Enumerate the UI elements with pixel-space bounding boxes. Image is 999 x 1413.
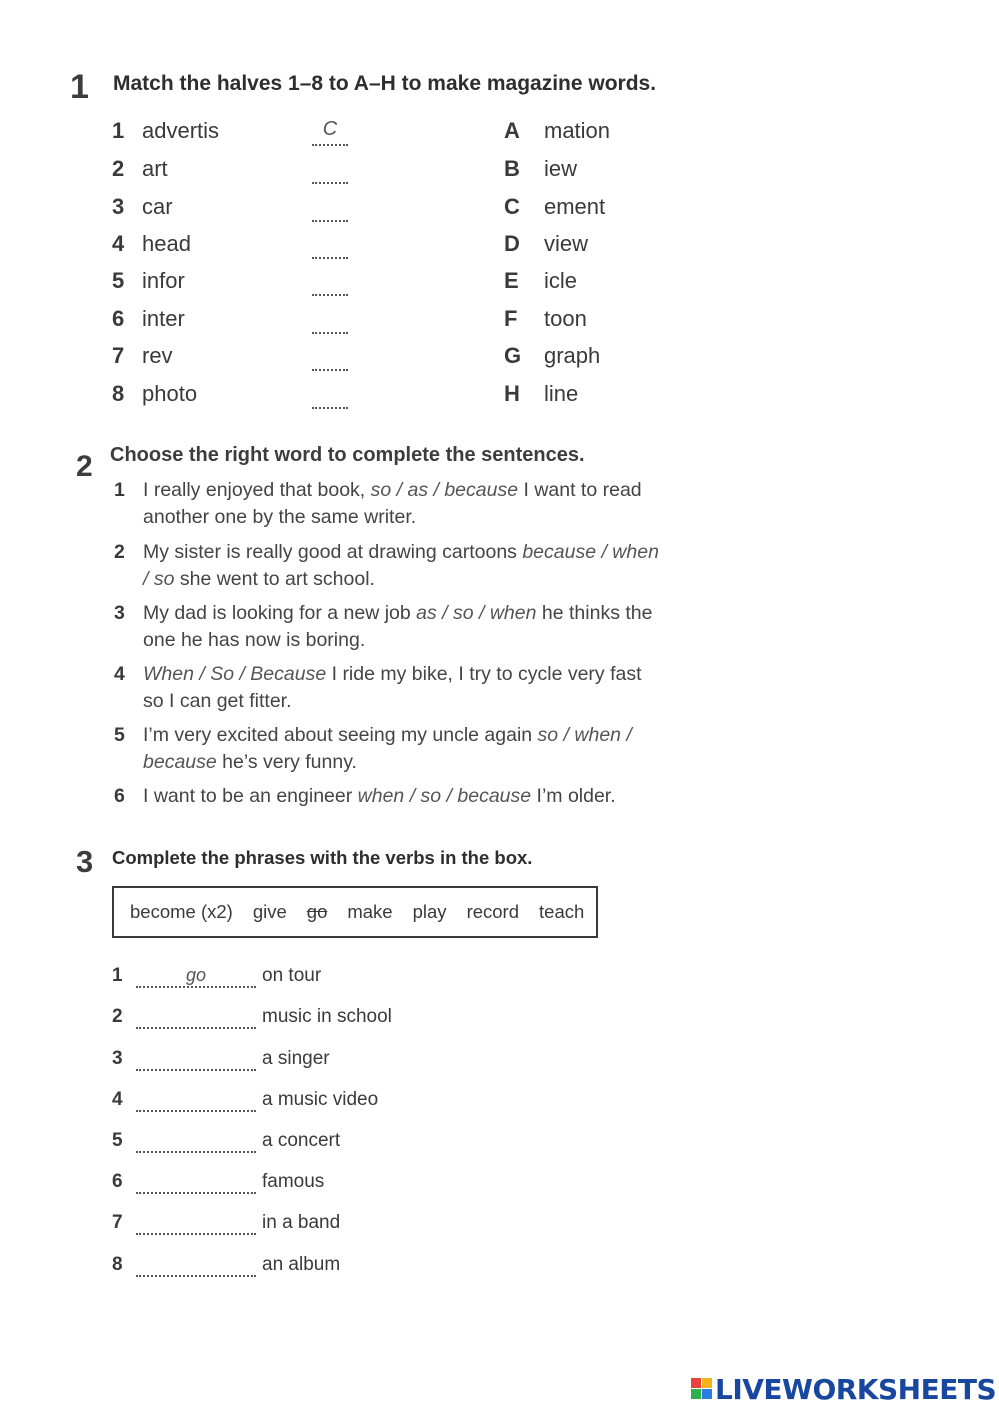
option-letter: D xyxy=(504,231,520,256)
sentence-text xyxy=(143,477,663,531)
item-number: 3 xyxy=(112,194,125,219)
item-number: 5 xyxy=(114,724,125,746)
item-number: 4 xyxy=(114,663,125,685)
liveworksheets-logo-icon xyxy=(691,1378,713,1400)
item-number: 4 xyxy=(112,231,125,256)
sentence-fragment: I’m very excited about seeing my uncle again xyxy=(143,724,538,746)
box-word: record xyxy=(466,901,520,922)
phrase-text: an album xyxy=(262,1254,341,1275)
word-start: art xyxy=(142,156,168,181)
word-start: infor xyxy=(142,268,185,293)
item-number: 2 xyxy=(114,541,125,563)
sentence-fragment: he thinks the one he has now is boring. xyxy=(143,602,653,651)
phrase-row xyxy=(112,1130,612,1156)
word-start: inter xyxy=(142,306,185,331)
phrase-text: a music video xyxy=(262,1089,379,1110)
phrase-text: a singer xyxy=(262,1048,330,1069)
option-letter: G xyxy=(504,343,522,368)
sentence-fragment: My dad is looking for a new job xyxy=(143,602,417,624)
phrase-text: music in school xyxy=(262,1006,392,1027)
phrase-row xyxy=(112,1254,612,1280)
item-number: 1 xyxy=(112,118,125,143)
word-ending: ement xyxy=(544,194,606,219)
exercise-2-number: 2 xyxy=(76,450,93,483)
exercise-3-number: 3 xyxy=(76,844,94,879)
item-number: 8 xyxy=(112,381,125,406)
sentence-fragment: I ride my bike, I try to cycle very fast so I can get fitter. xyxy=(143,663,642,712)
word-start: car xyxy=(142,194,173,219)
sentence-text xyxy=(143,600,663,654)
phrase-text: famous xyxy=(262,1171,325,1192)
word-start: head xyxy=(142,231,191,256)
box-word: teach xyxy=(539,901,585,922)
exercise-2-title: Choose the right word to complete the sentences. xyxy=(110,444,585,466)
sentence-fragment: I want to read another one by the same writer. xyxy=(143,479,642,528)
option-letter: F xyxy=(504,306,518,331)
word-choices[interactable]: because / when / so xyxy=(143,541,659,590)
match-row xyxy=(112,231,672,261)
word-choices[interactable]: as / so / when xyxy=(416,602,537,624)
word-ending: view xyxy=(544,231,589,256)
answer-blank[interactable] xyxy=(136,1212,256,1235)
phrase-text: on tour xyxy=(262,965,322,986)
option-letter: H xyxy=(504,381,520,406)
exercise-1-number: 1 xyxy=(70,68,89,106)
sentence-fragment: I really enjoyed that book, xyxy=(143,479,371,501)
word-box xyxy=(112,886,598,938)
word-choices[interactable]: when / so / because xyxy=(357,785,532,807)
sentence-fragment: My sister is really good at drawing cartoons xyxy=(143,541,523,563)
match-row xyxy=(112,194,672,224)
word-ending: line xyxy=(544,381,579,406)
liveworksheets-logo[interactable] xyxy=(691,1372,996,1406)
phrase-row xyxy=(112,1089,612,1115)
word-ending: mation xyxy=(544,118,611,143)
item-number: 2 xyxy=(112,156,125,181)
match-row xyxy=(112,381,672,411)
item-number: 2 xyxy=(112,1006,123,1027)
word-choices[interactable]: so / when / because xyxy=(143,724,632,773)
match-row xyxy=(112,156,672,186)
answer-blank[interactable]: go xyxy=(136,965,256,988)
phrase-row xyxy=(112,1006,612,1032)
answer-blank[interactable] xyxy=(312,381,348,409)
word-start: rev xyxy=(142,343,173,368)
option-letter: E xyxy=(504,268,519,293)
answer-blank[interactable] xyxy=(136,1130,256,1153)
phrase-row xyxy=(112,965,612,991)
phrase-row xyxy=(112,1048,612,1074)
item-number: 6 xyxy=(112,306,125,331)
item-number: 6 xyxy=(112,1171,123,1192)
word-start: advertis xyxy=(142,118,220,143)
phrase-text: a concert xyxy=(262,1130,341,1151)
answer-blank[interactable] xyxy=(312,268,348,296)
word-ending: graph xyxy=(544,343,601,368)
phrase-text: in a band xyxy=(262,1212,341,1233)
word-start: photo xyxy=(142,381,198,406)
item-number: 6 xyxy=(114,785,125,807)
sentence-text xyxy=(143,539,663,593)
phrase-row xyxy=(112,1171,612,1197)
answer-blank[interactable]: C xyxy=(312,118,348,146)
word-ending: iew xyxy=(544,156,578,181)
sentence-fragment: he’s very funny. xyxy=(216,751,357,773)
option-letter: A xyxy=(504,118,520,143)
match-row xyxy=(112,306,672,336)
box-word: make xyxy=(347,901,393,922)
sentence-fragment: I want to be an engineer xyxy=(143,785,358,807)
item-number: 5 xyxy=(112,268,125,293)
answer-blank[interactable] xyxy=(136,1006,256,1029)
option-letter: B xyxy=(504,156,520,181)
sentence-text xyxy=(143,783,663,810)
word-choices[interactable]: When / So / Because xyxy=(143,663,327,685)
answer-blank[interactable] xyxy=(312,156,348,184)
item-number: 3 xyxy=(114,602,125,624)
answer-blank[interactable] xyxy=(312,194,348,222)
item-number: 5 xyxy=(112,1130,123,1151)
answer-blank[interactable] xyxy=(312,306,348,334)
option-letter: C xyxy=(504,194,520,219)
match-row xyxy=(112,343,672,373)
answer-blank[interactable] xyxy=(136,1254,256,1277)
answer-blank[interactable] xyxy=(136,1089,256,1112)
item-number: 1 xyxy=(112,965,123,986)
match-row xyxy=(112,118,672,148)
box-word: go xyxy=(306,901,328,922)
answer-blank[interactable] xyxy=(136,1048,256,1071)
logo-text: LIVEWORKSHEETS xyxy=(715,1372,997,1406)
exercise-1-title: Match the halves 1–8 to A–H to make magazine words. xyxy=(113,72,657,95)
exercise-3-title: Complete the phrases with the verbs in the box. xyxy=(112,847,533,868)
box-word: play xyxy=(412,901,447,922)
word-ending: icle xyxy=(544,268,578,293)
item-number: 7 xyxy=(112,1212,123,1233)
sentence-fragment: I’m older. xyxy=(531,785,616,807)
answer-blank[interactable] xyxy=(136,1171,256,1194)
item-number: 8 xyxy=(112,1254,123,1275)
box-word: become (x2) xyxy=(130,901,233,922)
sentence-text xyxy=(143,722,663,776)
match-row xyxy=(112,268,672,298)
item-number: 3 xyxy=(112,1048,123,1069)
word-choices[interactable]: so / as / because xyxy=(370,479,519,501)
item-number: 7 xyxy=(112,343,125,368)
phrase-row xyxy=(112,1212,612,1238)
answer-blank[interactable] xyxy=(312,231,348,259)
item-number: 1 xyxy=(114,479,125,501)
sentence-fragment: she went to art school. xyxy=(174,568,375,590)
answer-blank[interactable] xyxy=(312,343,348,371)
word-ending: toon xyxy=(544,306,587,331)
item-number: 4 xyxy=(112,1089,123,1110)
box-word: give xyxy=(252,901,287,922)
sentence-text xyxy=(143,661,663,715)
